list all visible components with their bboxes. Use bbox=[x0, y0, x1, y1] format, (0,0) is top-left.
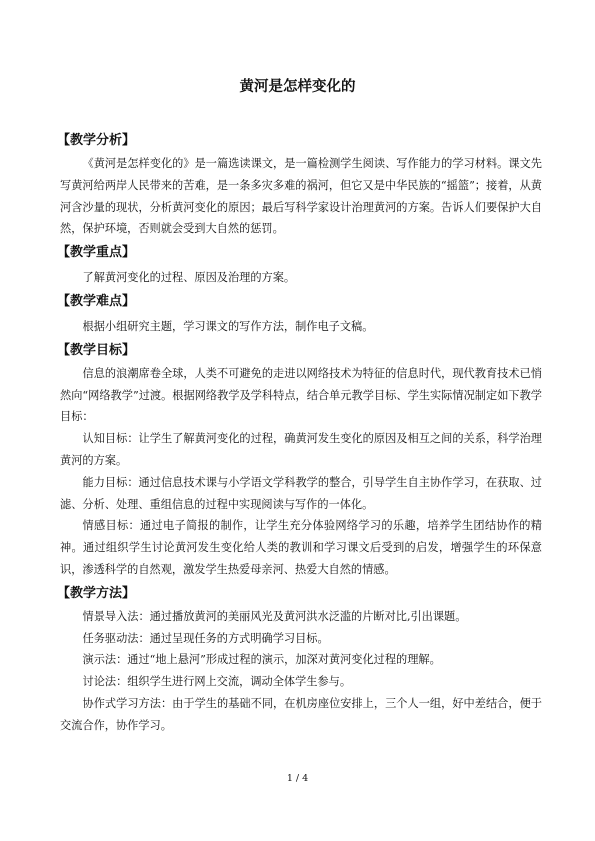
objectives-intro-paragraph: 信息的浪潮席卷全球，人类不可避免的走进以网络技术为特征的信息时代，现代教育技术已悄然向“网络教学”过渡。根据网络教学及学科特点，结合单元教学目标、学生实际情况制定如下教学目标： bbox=[60, 366, 542, 424]
method-demo-paragraph: 演示法：通过“地上悬河”形成过程的演示，加深对黄河变化过程的理解。 bbox=[82, 653, 441, 667]
ability-objective-paragraph: 能力目标：通过信息技术课与小学语文学科教学的整合，引导学生自主协作学习，在获取、过滤、分析、处理、重组信息的过程中实现阅读与写作的一体化。 bbox=[60, 475, 542, 511]
analysis-paragraph: 《黄河是怎样变化的》是一篇选读课文，是一篇检测学生阅读、写作能力的学习材料。课文先写黄河给两岸人民带来的苦难，是一条多灾多难的祸河，但它又是中华民族的“摇篮”；接着，从黄河含沙量的现状，分析黄河变化的原因；最后写科学家设计治理黄河的方案。告诉人们要保护大自然，保护环境，否则就会受到大自然的惩罚。 bbox=[60, 157, 542, 236]
emotional-objective-paragraph: 情感目标：通过电子简报的制作，让学生充分体验网络学习的乐趣，培养学生团结协作的精神。通过组织学生讨论黄河发生变化给人类的教训和学习课文后受到的启发，增强学生的环保意识，渗透科学的自然观，激发学生热爱母亲河、热爱大自然的情感。 bbox=[60, 519, 542, 576]
method-cooperative-paragraph: 协作式学习方法：由于学生的基础不同，在机房座位安排上，三个人一组，好中差结合，便于交流合作，协作学习。 bbox=[60, 696, 542, 732]
cognitive-objective-paragraph: 认知目标：让学生了解黄河变化的过程，确黄河发生变化的原因及相互之间的关系，科学治理黄河的方案。 bbox=[60, 432, 542, 467]
page-number: 1 / 4 bbox=[286, 773, 309, 784]
method-scenario-paragraph: 情景导入法：通过播放黄河的美丽风光及黄河洪水泛滥的片断对比,引出课题。 bbox=[82, 609, 467, 623]
difficulties-paragraph: 根据小组研究主题，学习课文的写作方法，制作电子文稿。 bbox=[82, 319, 374, 333]
section-heading-methods: 【教学方法】 bbox=[57, 585, 136, 601]
section-heading-key-points: 【教学重点】 bbox=[57, 245, 136, 261]
method-discussion-paragraph: 讨论法：组织学生进行网上交流，调动全体学生参与。 bbox=[82, 675, 352, 689]
key-points-paragraph: 了解黄河变化的过程、原因及治理的方案。 bbox=[82, 271, 296, 285]
section-heading-analysis: 【教学分析】 bbox=[57, 133, 136, 148]
method-task-paragraph: 任务驱动法：通过呈现任务的方式明确学习目标。 bbox=[82, 631, 329, 645]
section-heading-objectives: 【教学目标】 bbox=[57, 342, 136, 358]
document-title: 黄河是怎样变化的 bbox=[239, 79, 356, 95]
document-body bbox=[57, 128, 542, 737]
section-heading-difficulties: 【教学难点】 bbox=[57, 293, 136, 309]
